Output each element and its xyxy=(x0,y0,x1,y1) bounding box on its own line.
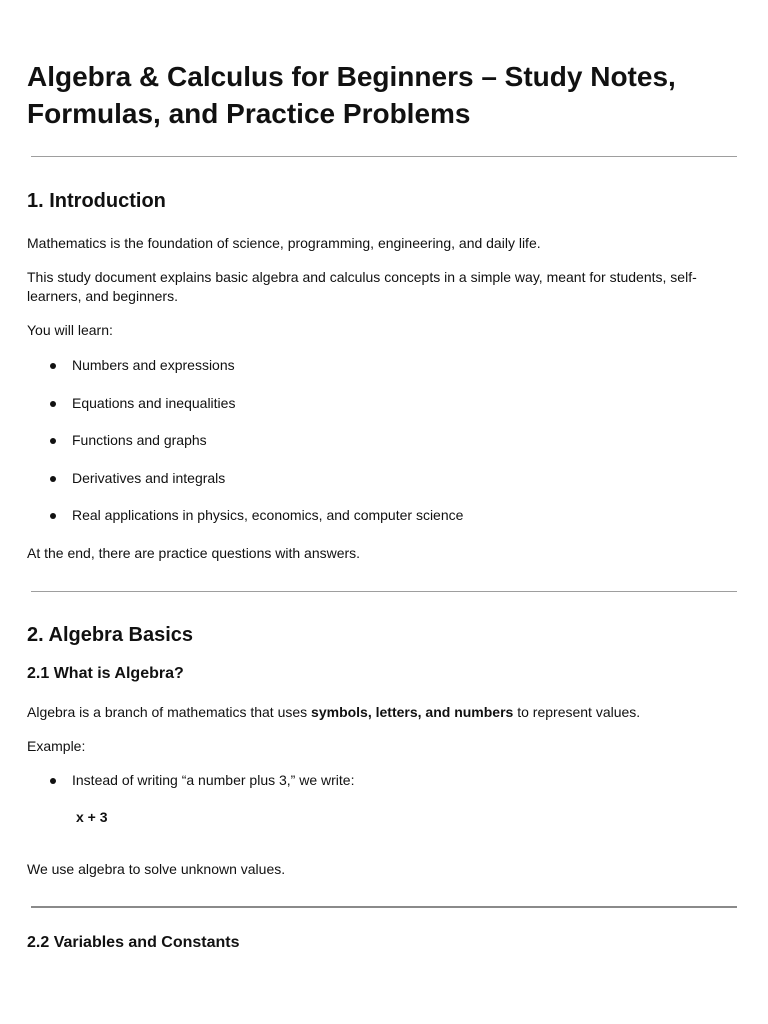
paragraph: This study document explains basic algebra and calculus concepts in a simple way, meant for students, self-learners, and beginners. xyxy=(27,269,697,304)
section-divider xyxy=(31,156,737,157)
list-item xyxy=(27,431,741,450)
bullet-icon xyxy=(50,513,56,519)
list-item xyxy=(27,771,741,790)
list-item-text: Numbers and expressions xyxy=(72,357,235,373)
algebraic-expression: x + 3 xyxy=(76,808,108,825)
paragraph: You will learn: xyxy=(27,322,113,338)
list-item-text: Real applications in physics, economics, and computer science xyxy=(72,507,464,523)
bullet-icon xyxy=(50,778,56,784)
section-heading-introduction: 1. Introduction xyxy=(27,190,166,212)
document-title: Algebra & Calculus for Beginners – Study Notes, Formulas, and Practice Problems xyxy=(27,61,676,129)
bullet-icon xyxy=(50,438,56,444)
bold-text: symbols, letters, and numbers xyxy=(311,703,514,720)
section-divider xyxy=(31,906,737,908)
text-run: Algebra is a branch of mathematics that uses xyxy=(27,703,312,720)
section-heading-algebra-basics: 2. Algebra Basics xyxy=(27,623,194,646)
paragraph: We use algebra to solve unknown values. xyxy=(27,860,286,877)
learning-topics-list xyxy=(27,356,741,525)
list-item xyxy=(27,394,741,413)
list-item xyxy=(27,356,741,375)
paragraph: At the end, there are practice questions with answers. xyxy=(27,544,361,561)
subsection-heading-what-is-algebra: 2.1 What is Algebra? xyxy=(27,664,184,682)
text-run: to represent values. xyxy=(513,703,641,720)
subsection-heading-variables-and-constants: 2.2 Variables and Constants xyxy=(27,933,240,951)
list-item xyxy=(27,506,741,525)
list-item-text: Derivatives and integrals xyxy=(72,469,226,486)
example-list xyxy=(27,771,741,790)
paragraph xyxy=(27,703,741,722)
list-item-text: Instead of writing “a number plus 3,” we write: xyxy=(72,771,355,788)
list-item xyxy=(27,469,741,488)
list-item-text: Functions and graphs xyxy=(72,432,207,448)
bullet-icon xyxy=(50,476,56,482)
list-item-text: Equations and inequalities xyxy=(72,394,236,411)
paragraph: Mathematics is the foundation of science, programming, engineering, and daily life. xyxy=(27,235,541,251)
section-divider xyxy=(31,591,737,592)
paragraph: Example: xyxy=(27,737,86,754)
bullet-icon xyxy=(50,363,56,369)
bullet-icon xyxy=(50,401,56,407)
